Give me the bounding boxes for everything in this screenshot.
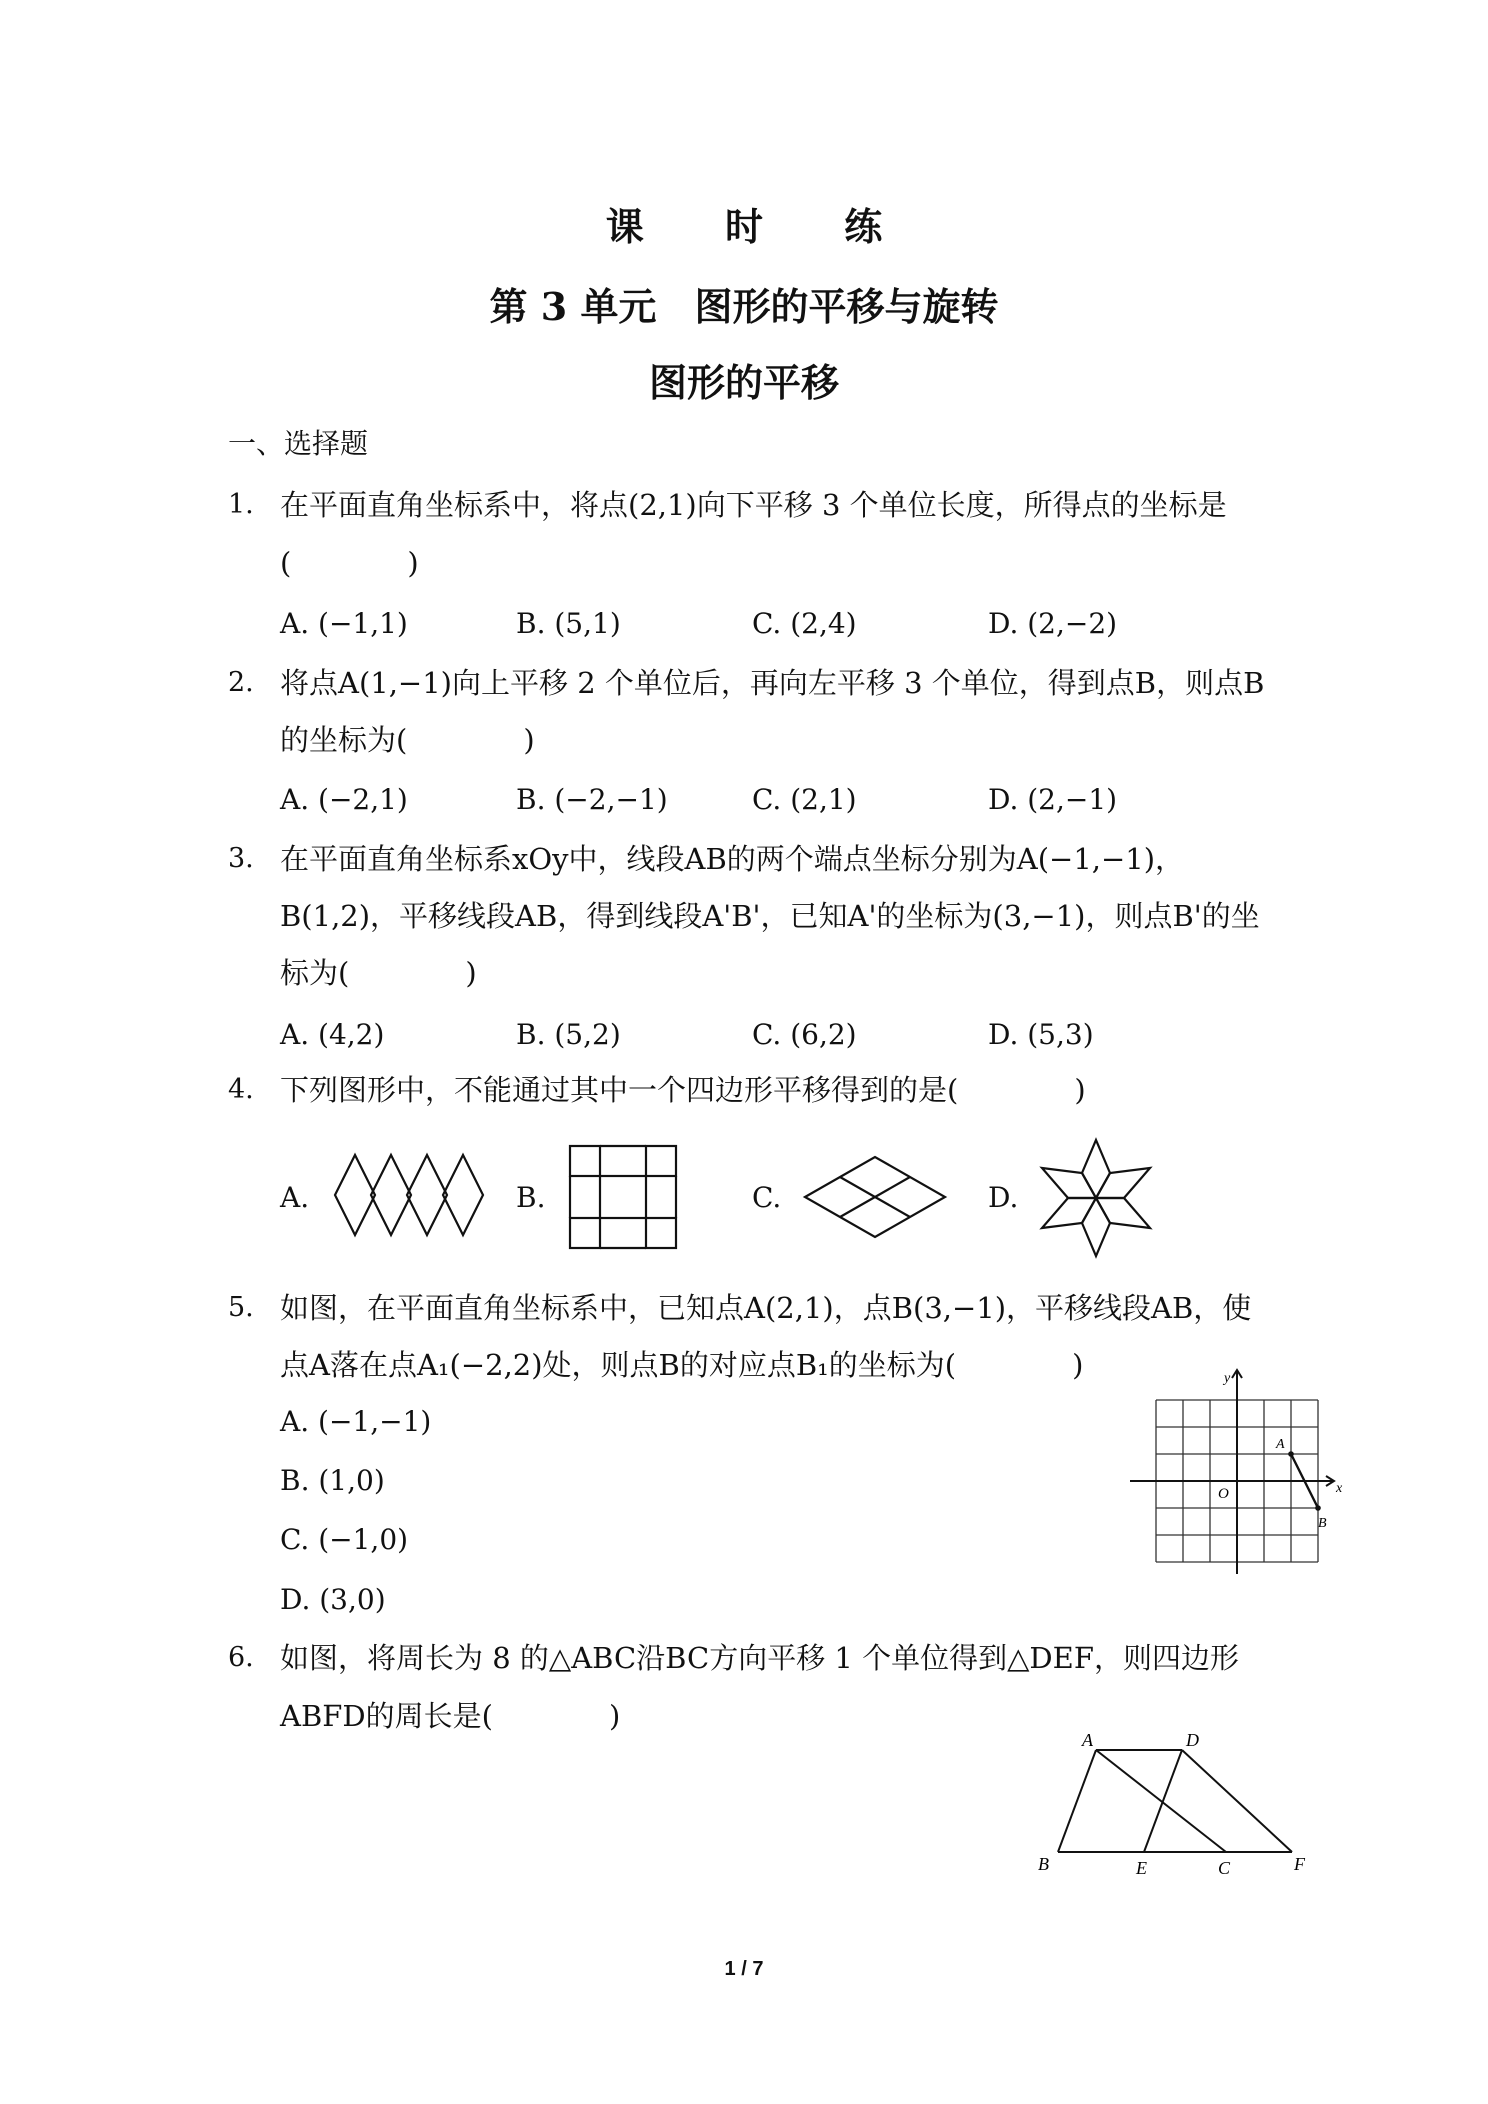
question-number: 4. [228,1074,254,1105]
triangle-translation-figure [1030,1728,1310,1878]
option-b: B. (5,1) [516,607,621,640]
page-number: 1 / 7 [724,1958,764,1980]
option-c: C. (2,1) [752,783,857,816]
point-f-label: F [1294,1854,1305,1874]
question-number: 1. [228,489,254,520]
figure-zigzag-diamonds [330,1150,490,1240]
option-c: C. (2,4) [752,607,857,640]
unit-title: 第 3 单元 图形的平移与旋转 [489,284,999,329]
point-b-label: B [1318,1516,1327,1531]
question-text: 如图，将周长为 8 的△ABC沿BC方向平移 1 个单位得到△DEF，则四边形 [280,1641,1239,1675]
option-d: D. [988,1181,1019,1214]
point-a-label: A [1082,1730,1093,1750]
page-title: 课 时 练 [605,204,917,249]
lesson-title: 图形的平移 [648,360,839,405]
point-e-label: E [1136,1858,1147,1878]
point-b-dot [1315,1505,1321,1511]
point-a-label: A [1276,1437,1285,1452]
option-d: D. (2,−2) [988,607,1118,640]
option-c: C. (6,2) [752,1018,857,1051]
option-a: A. (4,2) [280,1018,385,1051]
y-axis-label: y [1224,1371,1231,1386]
question-text: 在平面直角坐标系xOy中，线段AB的两个端点坐标分别为A(−1,−1)， [280,842,1185,876]
option-d: D. (5,3) [988,1018,1094,1051]
point-a-dot [1288,1451,1294,1457]
option-a: A. (−1,−1) [280,1405,432,1438]
origin-label: O [1218,1486,1229,1502]
question-text: 点A落在点A₁(−2,2)处，则点B的对应点B₁的坐标为( ) [280,1348,1084,1382]
question-number: 3. [228,843,254,874]
option-b: B. (−2,−1) [516,783,668,816]
option-d: D. (2,−1) [988,783,1118,816]
option-c: C. [752,1181,782,1214]
option-b: B. (1,0) [280,1464,385,1497]
figure-star-rhombi [1036,1136,1156,1260]
question-number: 6. [228,1642,254,1673]
question-number: 5. [228,1292,254,1323]
point-d-label: D [1186,1730,1199,1750]
figure-square-grid [566,1142,682,1254]
option-c: C. (−1,0) [280,1523,409,1556]
question-text: ( ) [280,546,419,580]
option-b: B. [516,1181,546,1214]
option-a: A. (−2,1) [280,783,408,816]
point-b-label: B [1038,1854,1049,1874]
question-text: 将点A(1,−1)向上平移 2 个单位后，再向左平移 3 个单位，得到点B，则点B [280,666,1265,700]
option-d: D. (3,0) [280,1583,386,1616]
question-text: 标为( ) [280,956,477,990]
question-text: 下列图形中，不能通过其中一个四边形平移得到的是( ) [280,1073,1086,1107]
option-b: B. (5,2) [516,1018,621,1051]
question-text: ABFD的周长是( ) [280,1699,621,1733]
question-text: B(1,2)，平移线段AB，得到线段A'B'，已知A'的坐标为(3,−1)，则点B'的坐 [280,899,1260,933]
x-axis-label: x [1336,1481,1343,1496]
figure-divided-rhombus [800,1152,950,1242]
option-a: A. (−1,1) [280,607,408,640]
question-text: 如图，在平面直角坐标系中，已知点A(2,1)，点B(3,−1)，平移线段AB，使 [280,1291,1252,1325]
option-a: A. [280,1181,310,1214]
section-heading: 一、选择题 [228,427,369,460]
coordinate-grid-figure [1120,1360,1360,1580]
question-text: 在平面直角坐标系中，将点(2,1)向下平移 3 个单位长度，所得点的坐标是 [280,488,1227,522]
point-c-label: C [1218,1858,1231,1878]
question-number: 2. [228,667,254,698]
question-text: 的坐标为( ) [280,723,535,757]
